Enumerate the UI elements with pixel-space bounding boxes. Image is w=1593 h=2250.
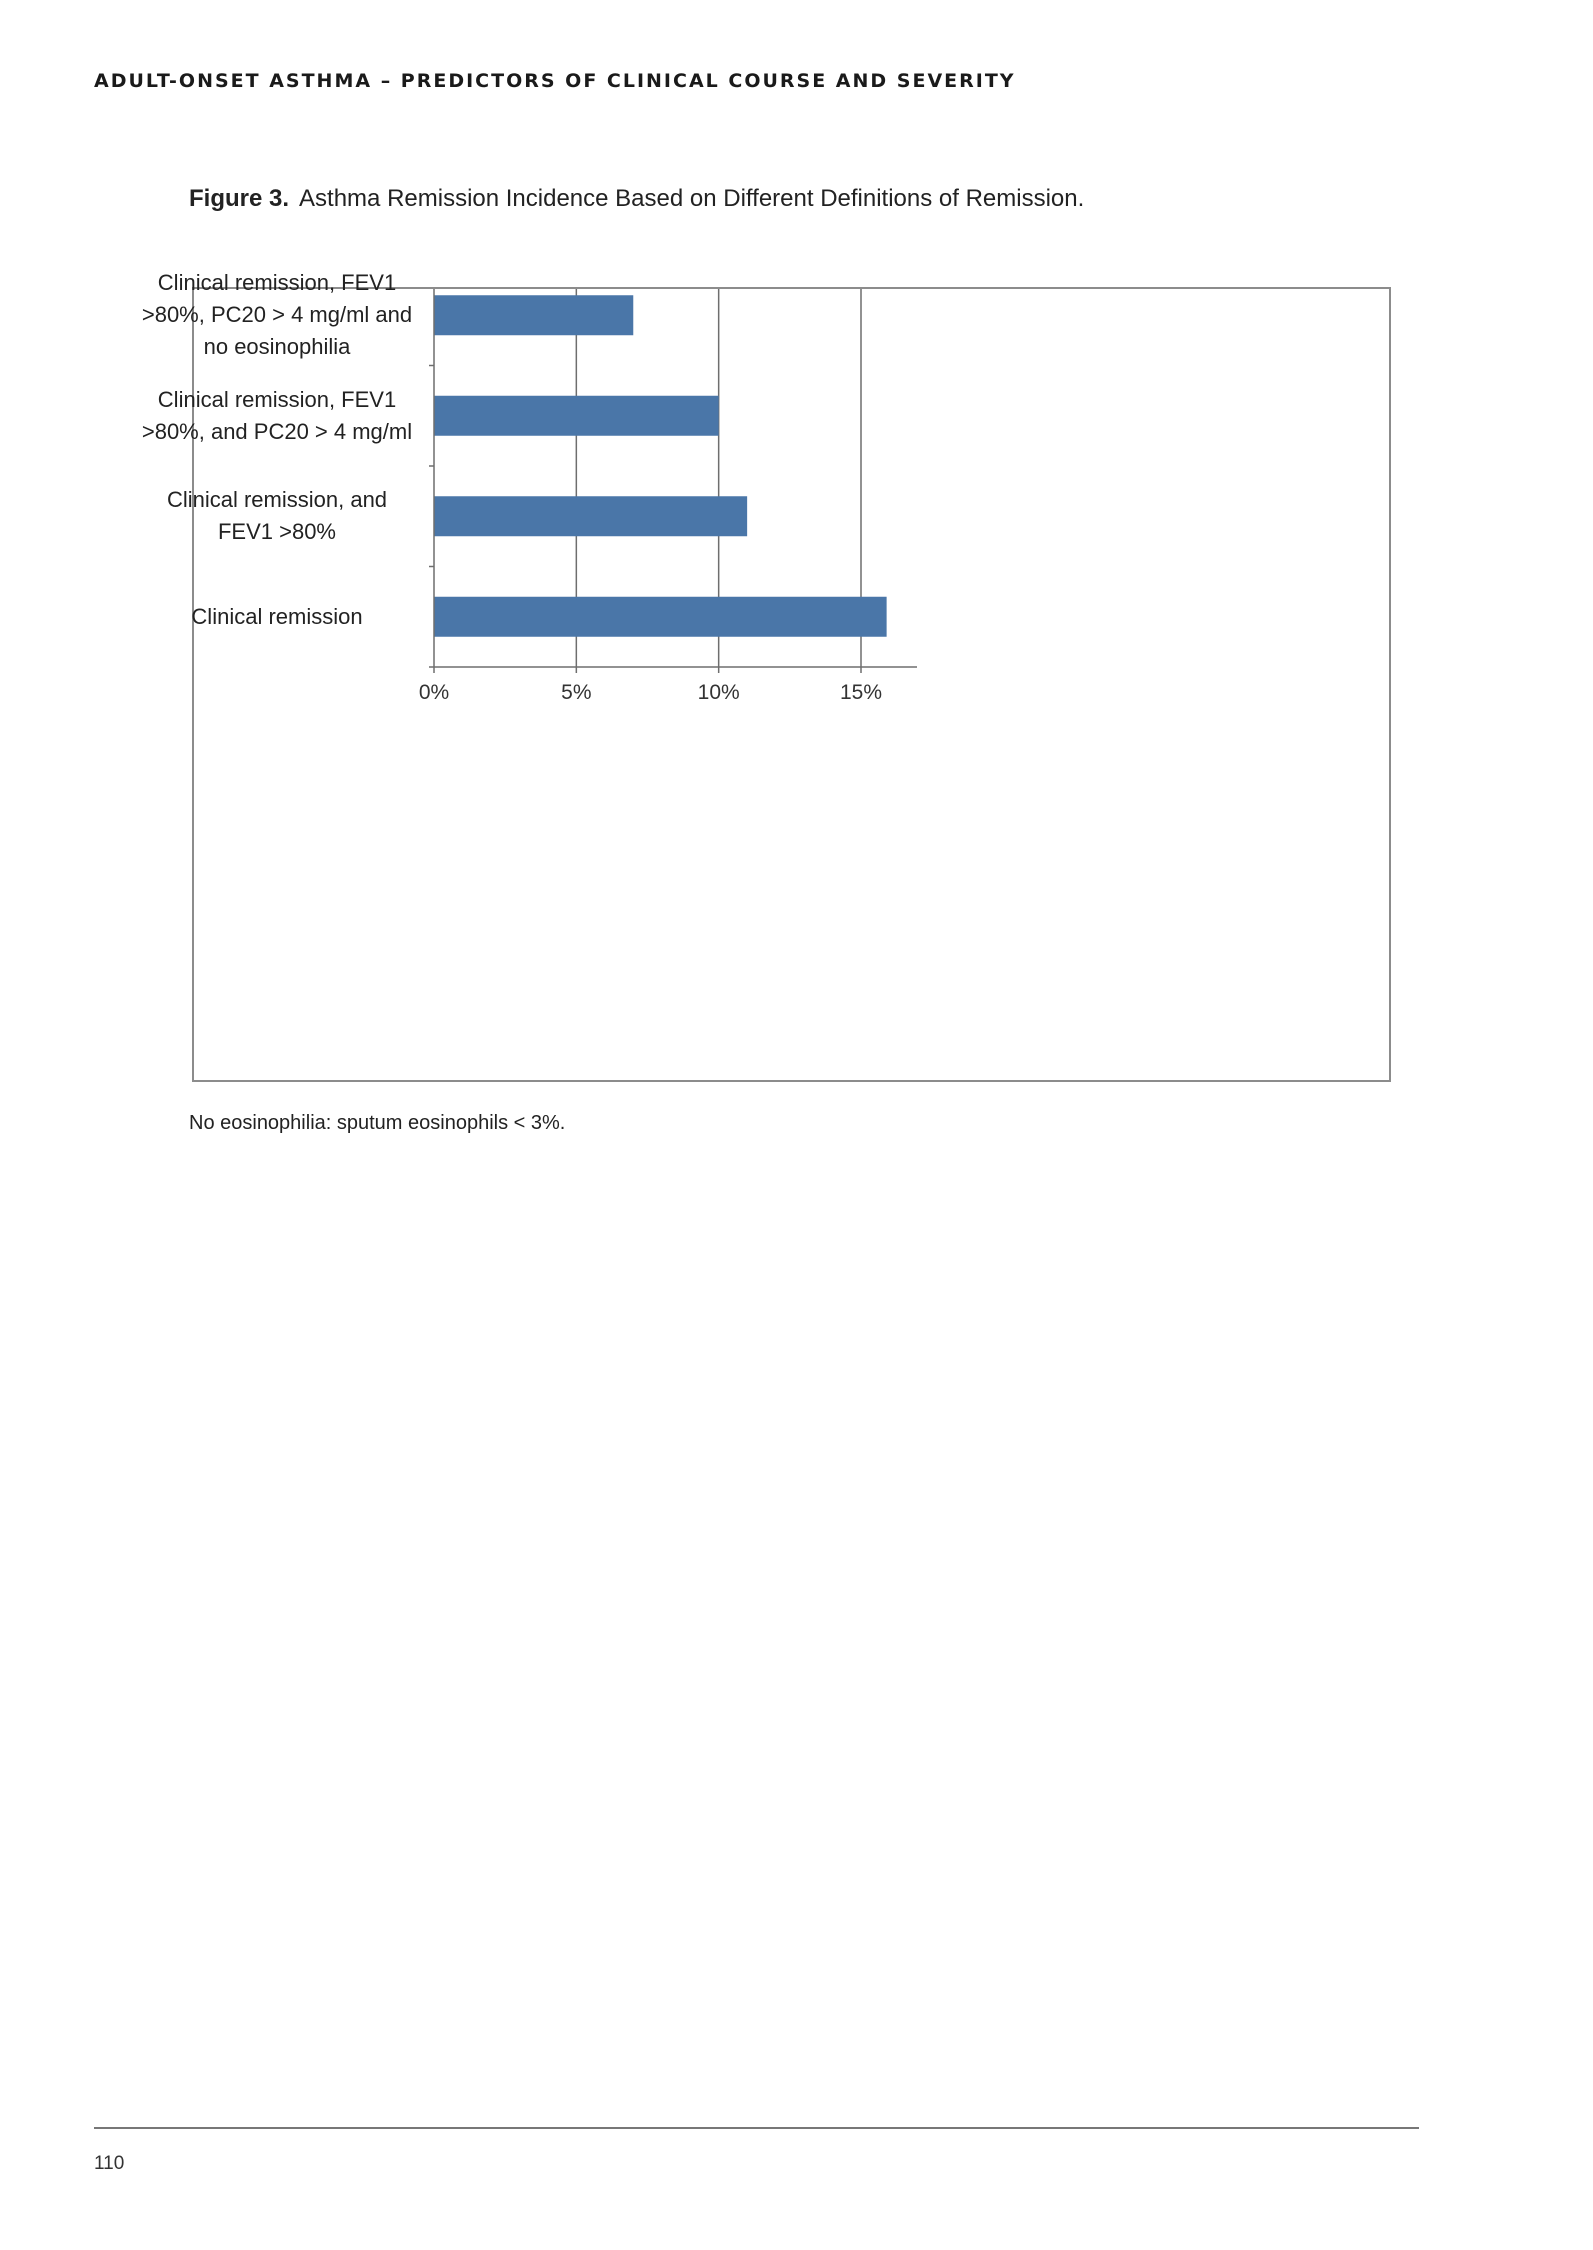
running-header: ADULT-ONSET ASTHMA – PREDICTORS OF CLINICAL COURSE AND SEVERITY [94,70,1016,92]
x-tick-label: 15% [839,681,883,704]
category-label: Clinical remission, FEV1 >80%, and PC20 > 4 mg/ml [141,386,413,444]
category-label: Clinical remission, and FEV1 >80% [166,487,388,545]
x-tick-label: 0% [418,681,450,704]
footer-divider [94,2127,1419,2129]
bar-3 [434,496,747,536]
bar-1 [434,295,633,335]
figure-caption [189,185,1084,213]
chart-frame [141,270,1391,1082]
x-tick-label: 5% [561,681,592,704]
page-number: 110 [94,2153,125,2174]
bar-4 [434,597,887,637]
bar-2 [434,396,719,436]
figure-title: Asthma Remission Incidence Based on Different Definitions of Remission. [299,185,1085,212]
x-tick-label: 10% [697,681,740,704]
figure-label: Figure 3. [189,185,290,212]
figure-footnote: No eosinophilia: sputum eosinophils < 3%. [189,1112,566,1134]
category-label: Clinical remission [191,603,363,629]
category-label: Clinical remission, FEV1 >80%, PC20 > 4 mg/ml and no eosinophilia [141,270,413,360]
